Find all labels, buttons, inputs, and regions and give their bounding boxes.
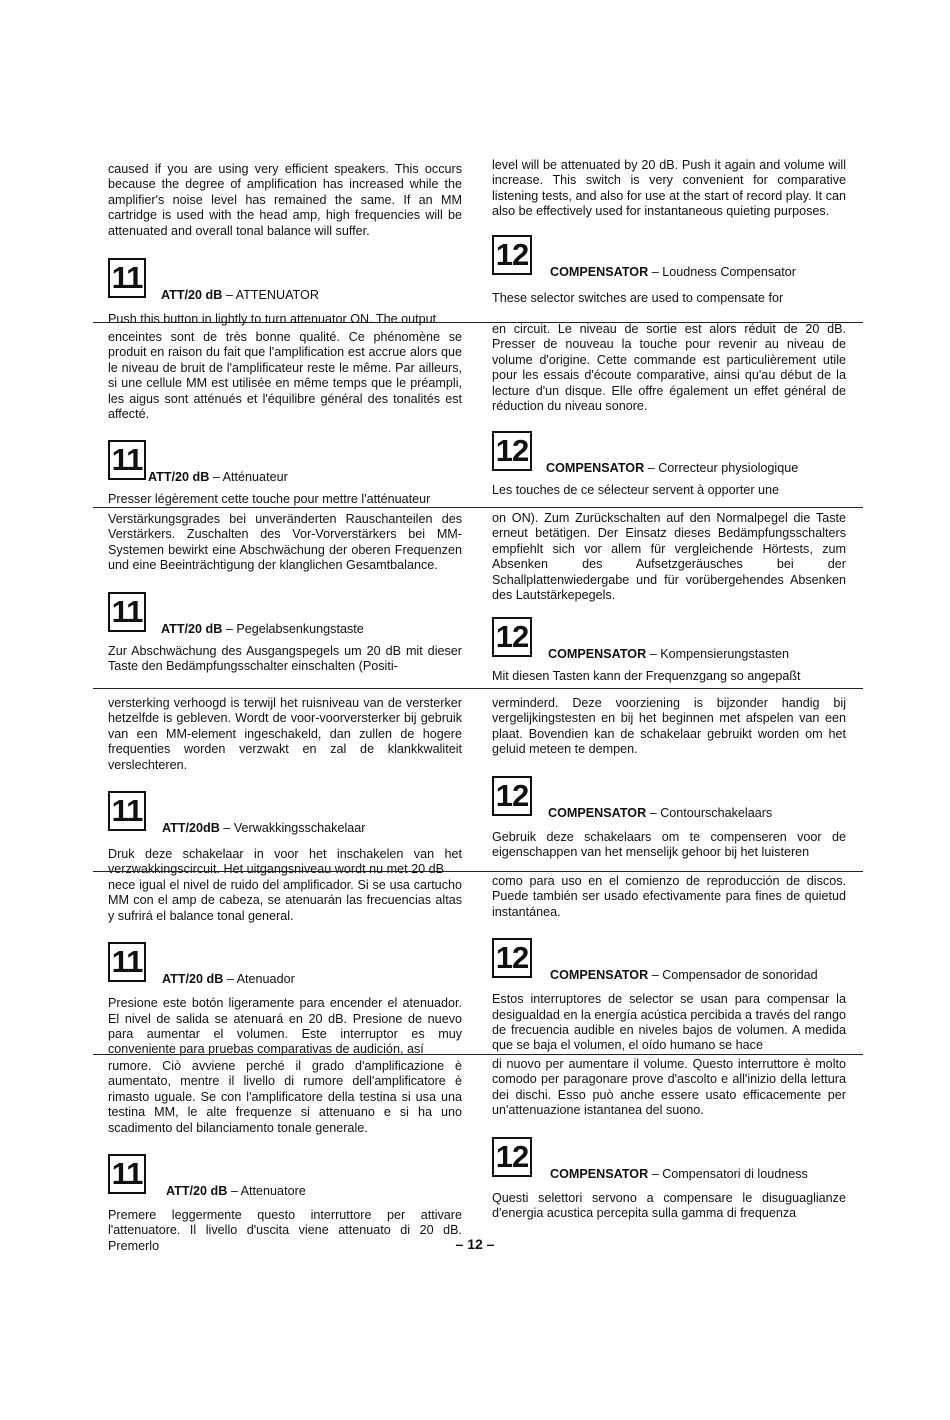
left-column [108, 330, 462, 508]
section-divider [93, 1054, 863, 1055]
intro-text: como para uso en el comienzo de reproducción de discos. Puede también ser usado efectivamente para fines de quietud instantánea. [492, 874, 846, 919]
intro-text: enceintes sont de très bonne qualité. Ce phénomène se produit en raison du fait que l'amplification est accrue alors que le niveau de bruit de l'amplificateur reste le même. Par ailleurs, si une cellule MM est utilisée en même temps que le préampli, les aigus sont atténués et l'équilibre général des tonalités est affecté. [108, 330, 462, 422]
item-body: These selector switches are used to compensate for [492, 290, 784, 305]
item-11-header [108, 942, 462, 988]
page-number: – 12 – [455, 1236, 495, 1252]
section-divider [93, 871, 863, 872]
right-column [492, 322, 846, 499]
item-title: COMPENSATOR – Loudness Compensator [550, 264, 796, 279]
left-column [108, 1059, 462, 1254]
item-title: COMPENSATOR – Kompensierungstasten [548, 647, 790, 662]
section-divider [93, 688, 863, 689]
item-12-header [492, 617, 846, 663]
item-number-box: 12 [492, 938, 532, 978]
left-column [108, 162, 462, 327]
item-11-header [108, 258, 462, 304]
item-title: COMPENSATOR – Correcteur physiologique [546, 461, 799, 476]
item-11-header [108, 440, 462, 486]
intro-text: level will be attenuated by 20 dB. Push it again and volume will increase. This switch is very convenient for comparative listening tests, and also for use at the start of record play. It can also be effectively used for instantaneous quieting purposes. [492, 158, 846, 219]
item-body: Les touches de ce sélecteur servent à opporter une [492, 483, 780, 498]
item-number-box: 12 [492, 617, 532, 657]
item-number-box: 11 [108, 791, 146, 831]
intro-text: verminderd. Deze voorziening is bijzonder handig bij vergelijkingstesten en bij het beginnen met afspelen van een plaat. Bovendien kan de schakelaar gebruikt worden om het geluid meteen te dempen. [492, 696, 846, 757]
item-11-header [108, 1154, 462, 1200]
item-number-box: 12 [492, 235, 532, 275]
item-number-box: 11 [108, 258, 146, 298]
right-column [492, 696, 846, 860]
item-title: ATT/20 dB – Attenuatore [166, 1184, 306, 1199]
item-body: Mit diesen Tasten kann der Frequenzgang so angepaßt [492, 669, 801, 684]
item-body: Presione este botón ligeramente para encender el atenuador. El nivel de salida se atenuará en 20 dB. Presione de nuevo para aumentar el volumen. Este interruptor es muy conveniente para pruebas comparativas de audición, así [108, 996, 462, 1057]
item-title: ATT/20 dB – ATTENUATOR [161, 288, 319, 303]
item-title: ATT/20 dB – Atenuador [162, 972, 295, 987]
item-body: Presser légèrement cette touche pour mettre l'atténuateur [108, 492, 431, 507]
left-column [108, 696, 462, 878]
intro-text: on ON). Zum Zurückschalten auf den Normalpegel die Taste erneut betätigen. Der Einsatz dieses Bedämpfungsschalters empfiehlt sich vor allem für vergleichende Hörtests, zum Absenken des Aufsetzgeräusches bei der Schallplattenwiedergabe und für vorübergehendes Absenken des Lautstärkepegels. [492, 511, 846, 603]
item-title: COMPENSATOR – Compensador de sonoridad [550, 968, 818, 983]
right-column [492, 874, 846, 1054]
item-body: Estos interruptores de selector se usan para compensar la desigualdad en la energía acústica percibida a través del rango de frecuencia audible en niveles bajos de volumen. A medida que se baja el volumen, el oído humano se hace [492, 992, 846, 1053]
intro-text: caused if you are using very efficient speakers. This occurs because the degree of amplification has increased while the amplifier's noise level has remained the same. If an MM cartridge is used with the head amp, high frequencies will be attenuated and overall tonal balance will suffer. [108, 162, 462, 238]
item-11-header [108, 592, 462, 638]
right-column [492, 158, 846, 306]
item-body: Premere leggermente questo interruttore per attivare l'attenuatore. Il livello d'uscita viene attenuato di 20 dB. Premerlo [108, 1208, 462, 1253]
intro-text: versterking verhoogd is terwijl het ruisniveau van de versterker hetzelfde is gebleven. Wordt de voor-voorversterker bij gebruik van een MM-element ingeschakeld, dan zullen de hogere frequenties worden verzwakt en zal de klankkwaliteit verslechteren. [108, 696, 462, 772]
item-title: ATT/20 dB – Pegelabsenkungstaste [161, 621, 364, 636]
item-title: ATT/20 dB – Atténuateur [148, 470, 288, 485]
right-column [492, 511, 846, 685]
item-11-header [108, 791, 462, 837]
intro-text: Verstärkungsgrades bei unveränderten Rauschanteilen des Verstärkers. Zuschalten des Vor-Vorverstärkers bei MM-Systemen bewirkt eine Abschwächung der oberen Frequenzen und eine Beeinträchtigung der klanglichen Gesamtbalance. [108, 512, 462, 573]
item-12-header [492, 776, 846, 822]
section-divider [93, 507, 863, 508]
item-title: ATT/20dB – Verwakkingsschakelaar [162, 821, 366, 836]
item-number-box: 11 [108, 440, 146, 480]
intro-text: en circuit. Le niveau de sortie est alors réduit de 20 dB. Presser de nouveau la touche pour revenir au niveau de volume d'origine. Cette commande est particulièrement utile pour les essais d'écoute comparative, ainsi qu'au début de la lecture d'un disque. Elle offre également un effet général de réduction du niveau sonore. [492, 322, 846, 414]
item-12-header [492, 235, 846, 281]
item-12-header [492, 431, 846, 477]
item-number-box: 11 [108, 592, 146, 632]
item-12-header [492, 938, 846, 984]
item-title: COMPENSATOR – Compensatori di loudness [550, 1166, 808, 1181]
item-body: Questi selettori servono a compensare le disuguaglianze d'energia acustica percepita sulla gamma di frequenza [492, 1190, 846, 1221]
left-column [108, 512, 462, 674]
item-number-box: 12 [492, 1137, 532, 1177]
item-body: Push this button in lightly to turn attenuator ON. The output [108, 312, 437, 327]
item-number-box: 12 [492, 431, 532, 471]
intro-text: nece igual el nivel de ruido del amplificador. Si se usa cartucho MM con el amp de cabeza, se atenuarán las frecuencias altas y sufrirá el balance tonal general. [108, 878, 462, 923]
intro-text: rumore. Ciò avviene perché il grado d'amplificazione è aumentato, mentre il livello di rumore dell'amplificatore è rimasto uguale. Se con l'amplificatore della testina si usa una testina MM, le alte frequenze si attenuano e si ha uno scadimento del bilanciamento tonale generale. [108, 1059, 462, 1135]
intro-text: di nuovo per aumentare il volume. Questo interruttore è molto comodo per paragonare prove d'ascolto e all'inizio della lettura dei dischi. Esso può anche essere usato efficacemente per un'attenuazione istantanea del suono. [492, 1057, 846, 1118]
item-title: COMPENSATOR – Contourschakelaars [548, 805, 773, 820]
right-column [492, 1057, 846, 1221]
left-column [108, 878, 462, 1058]
item-body: Gebruik deze schakelaars om te compenseren voor de eigenschappen van het menselijk gehoor bij het luisteren [492, 829, 846, 860]
item-number-box: 11 [108, 1154, 146, 1194]
item-12-header [492, 1137, 846, 1183]
item-body: Druk deze schakelaar in voor het inschakelen van het verzwakkingscircuit. Het uitgangsniveau wordt nu met 20 dB [108, 847, 462, 877]
item-body: Zur Abschwächung des Ausgangspegels um 20 dB mit dieser Taste den Bedämpfungsschalter einschalten (Positi- [108, 643, 462, 674]
item-number-box: 12 [492, 776, 532, 816]
item-number-box: 11 [108, 942, 146, 982]
